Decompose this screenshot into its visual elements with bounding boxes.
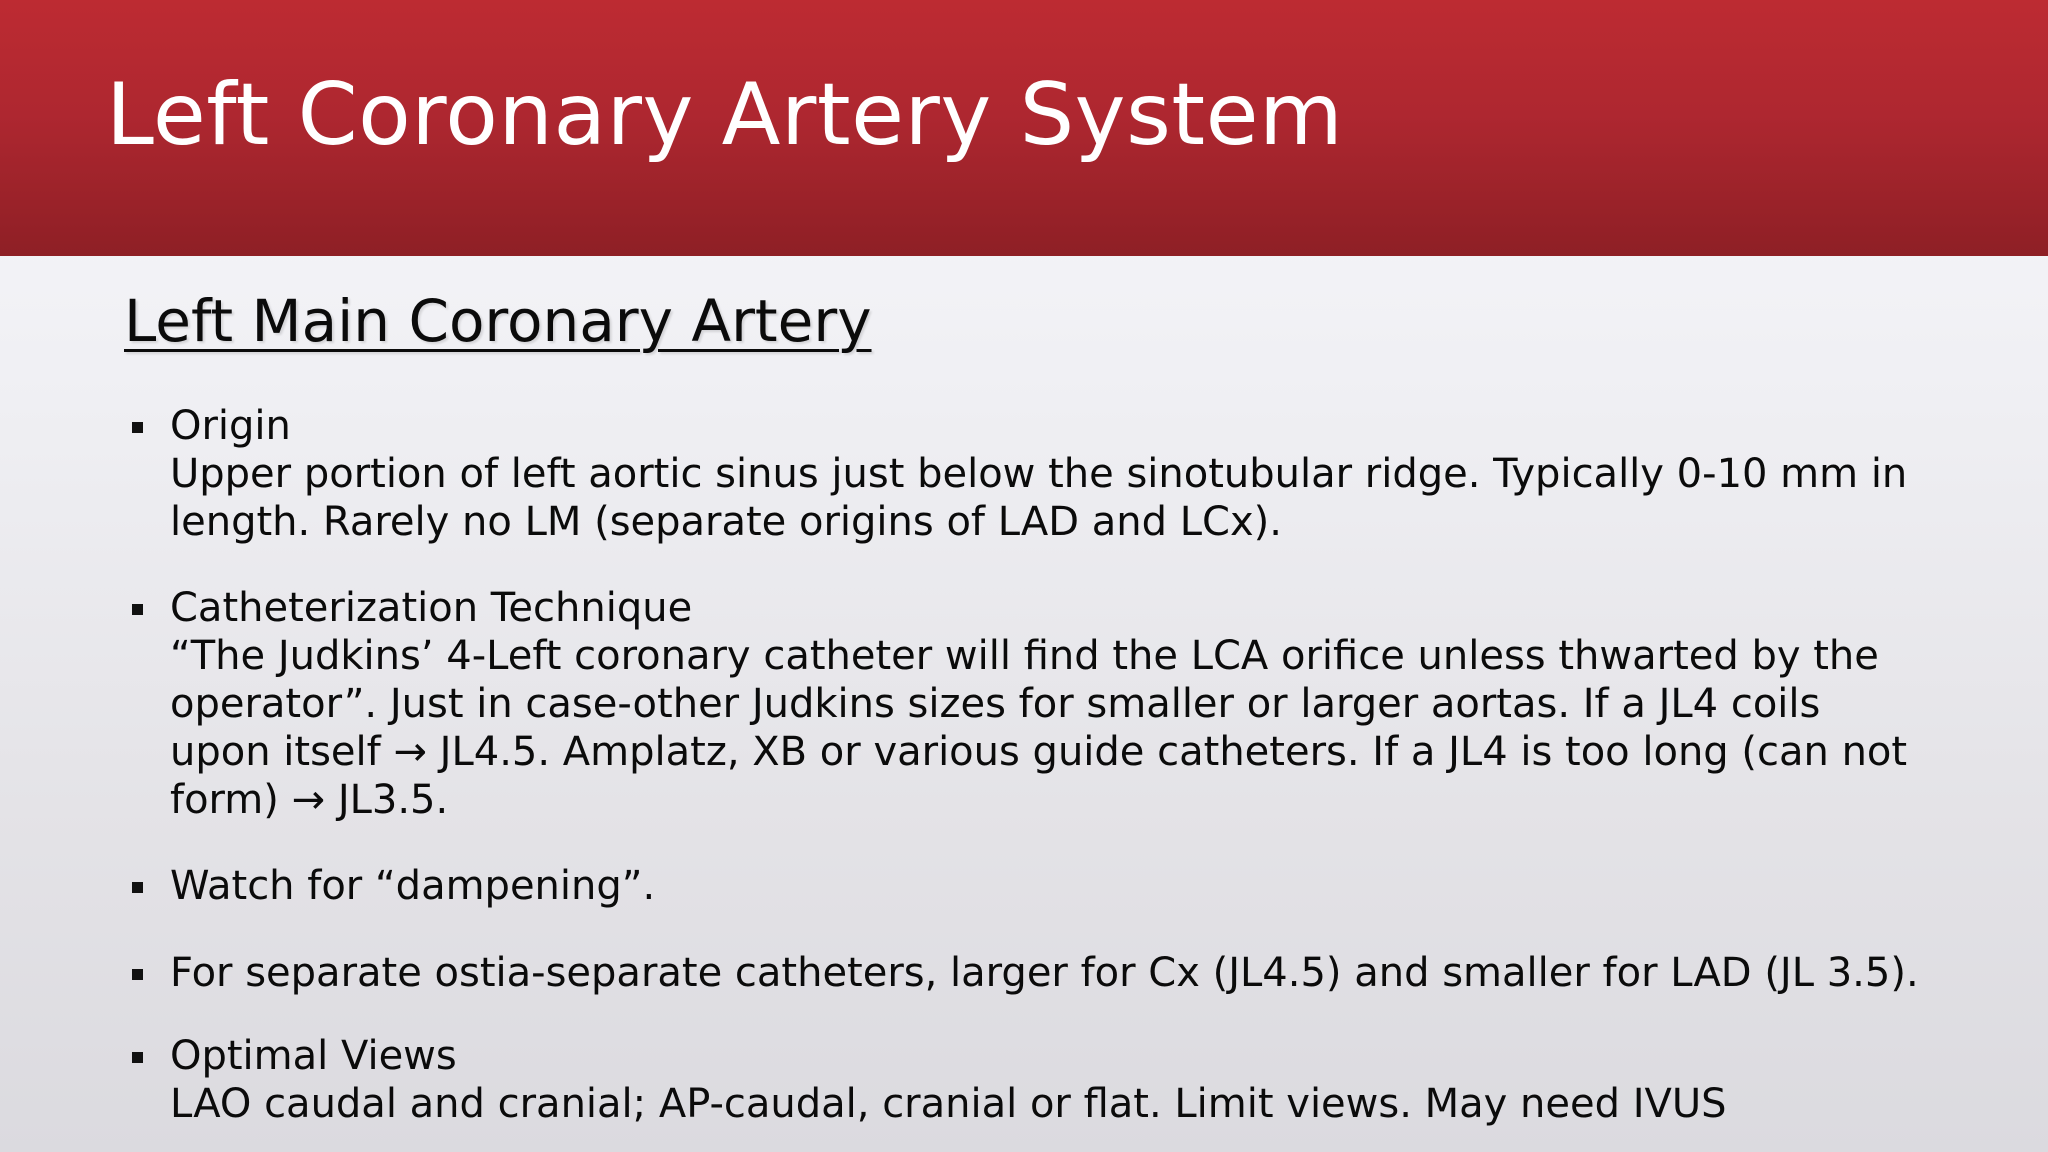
bullet-square-icon: [132, 604, 143, 615]
section-heading: Left Main Coronary Artery: [124, 287, 872, 355]
bullet-square-icon: [132, 422, 143, 433]
bullet-line: “The Judkins’ 4-Left coronary catheter will find the LCA orifice unless thwarted by the: [170, 633, 1879, 679]
bullet-heading: Origin: [170, 403, 291, 449]
bullet-heading: Catheterization Technique: [170, 585, 693, 631]
bullet-line: upon itself → JL4.5. Amplatz, XB or various guide catheters. If a JL4 is too long (can not: [170, 729, 1908, 775]
bullet-line: operator”. Just in case-other Judkins sizes for smaller or larger aortas. If a JL4 coils: [170, 681, 1821, 727]
bullet-heading: Watch for “dampening”.: [170, 863, 656, 909]
bullet-line: Upper portion of left aortic sinus just below the sinotubular ridge. Typically 0-10 mm in: [170, 451, 1908, 497]
title-bar: [0, 0, 2048, 256]
slide-title: Left Coronary Artery System: [106, 65, 1344, 165]
bullet-heading: Optimal Views: [170, 1033, 457, 1079]
bullet-line: length. Rarely no LM (separate origins of LAD and LCx).: [170, 499, 1282, 545]
bullet-square-icon: [132, 1052, 143, 1063]
bullet-square-icon: [132, 882, 143, 893]
bullet-square-icon: [132, 969, 143, 980]
bullet-line: form) → JL3.5.: [170, 777, 449, 823]
bullet-heading: For separate ostia-separate catheters, larger for Cx (JL4.5) and smaller for LAD (JL 3.5).: [170, 950, 1919, 996]
bullet-line: LAO caudal and cranial; AP-caudal, cranial or flat. Limit views. May need IVUS: [170, 1081, 1727, 1127]
